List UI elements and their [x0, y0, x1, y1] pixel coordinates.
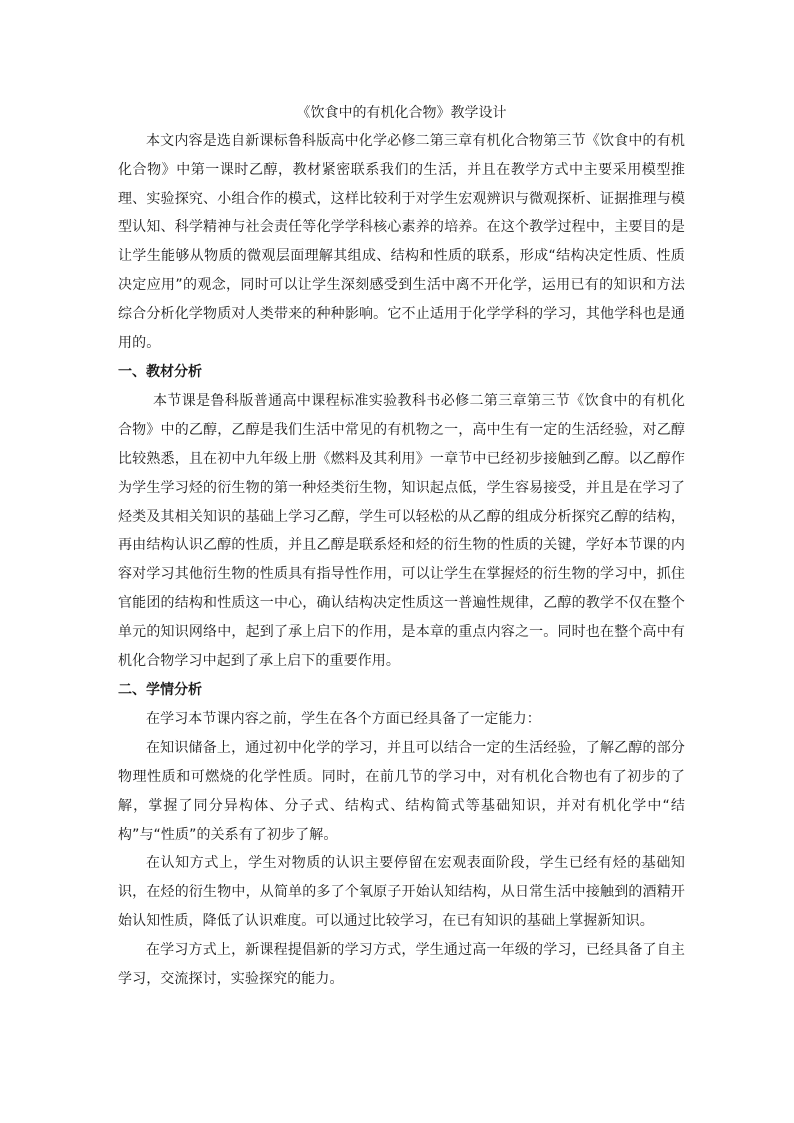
- intro-paragraph: 本文内容是选自新课标鲁科版高中化学必修二第三章有机化合物第三节《饮食中的有机化合物》中第一课时乙醇，教材紧密联系我们的生活，并且在教学方式中主要采用模型推理、实验探究、小组合作的模式，这样比较利于对学生宏观辨识与微观探析、证据推理与模型认知、科学精神与社会责任等化学学科核心素养的培养。在这个教学过程中，主要目的是让学生能够从物质的微观层面理解其组成、结构和性质的联系，形成“结构决定性质、性质决定应用”的观念，同时可以让学生深刻感受到生活中离不开化学，运用已有的知识和方法综合分析化学物质对人类带来的种种影响。它不止适用于化学学科的学习，其他学科也是通用的。: [118, 133, 685, 351]
- student-analysis-paragraph-2: 在知识储备上，通过初中化学的学习，并且可以结合一定的生活经验，了解乙醇的部分物理性质和可燃烧的化学性质。同时，在前几节的学习中，对有机化合物也有了初步的了解，掌握了同分异构体、分子式、结构式、结构简式等基础知识，并对有机化学中“结构”与“性质”的关系有了初步了解。: [118, 740, 685, 843]
- document-page: [118, 99, 685, 993]
- student-analysis-paragraph-1: 在学习本节课内容之前，学生在各个方面已经具备了一定能力：: [146, 711, 541, 728]
- student-analysis-paragraph-4: 在学习方式上，新课程提倡新的学习方式，学生通过高一年级的学习，已经具备了自主学习，交流探讨，实验探究的能力。: [118, 941, 685, 987]
- document-title: 《饮食中的有机化合物》教学设计: [296, 105, 507, 121]
- student-analysis-paragraph-3: 在认知方式上，学生对物质的认识主要停留在宏观表面阶段，学生已经有烃的基础知识，在烃的衍生物中，从简单的多了个氧原子开始认知结构，从日常生活中接触到的酒精开始认知性质，降低了认识难度。可以通过比较学习，在已有知识的基础上掌握新知识。: [118, 855, 685, 929]
- section-heading-textbook-analysis: 一、教材分析: [118, 364, 202, 381]
- textbook-analysis-paragraph: 本节课是鲁科版普通高中课程标准实验教科书必修二第三章第三节《饮食中的有机化合物》中的乙醇，乙醇是我们生活中常见的有机物之一，高中生有一定的生活经验，对乙醇比较熟悉，且在初中九年级上册《燃料及其利用》一章节中已经初步接触到乙醇。以乙醇作为学生学习烃的衍生物的第一种烃类衍生物，知识起点低，学生容易接受，并且是在学习了烃类及其相关知识的基础上学习乙醇，学生可以轻松的从乙醇的组成分析探究乙醇的结构，再由结构认识乙醇的性质，并且乙醇是联系烃和烃的衍生物的性质的关键，学好本节课的内容对学习其他衍生物的性质具有指导性作用，可以让学生在掌握烃的衍生物的学习中，抓住官能团的结构和性质这一中心，确认结构决定性质这一普遍性规律，乙醇的教学不仅在整个单元的知识网络中，起到了承上启下的作用，是本章的重点内容之一。同时也在整个高中有机化合物学习中起到了承上启下的重要作用。: [118, 393, 685, 669]
- section-heading-student-analysis: 二、学情分析: [118, 682, 202, 699]
